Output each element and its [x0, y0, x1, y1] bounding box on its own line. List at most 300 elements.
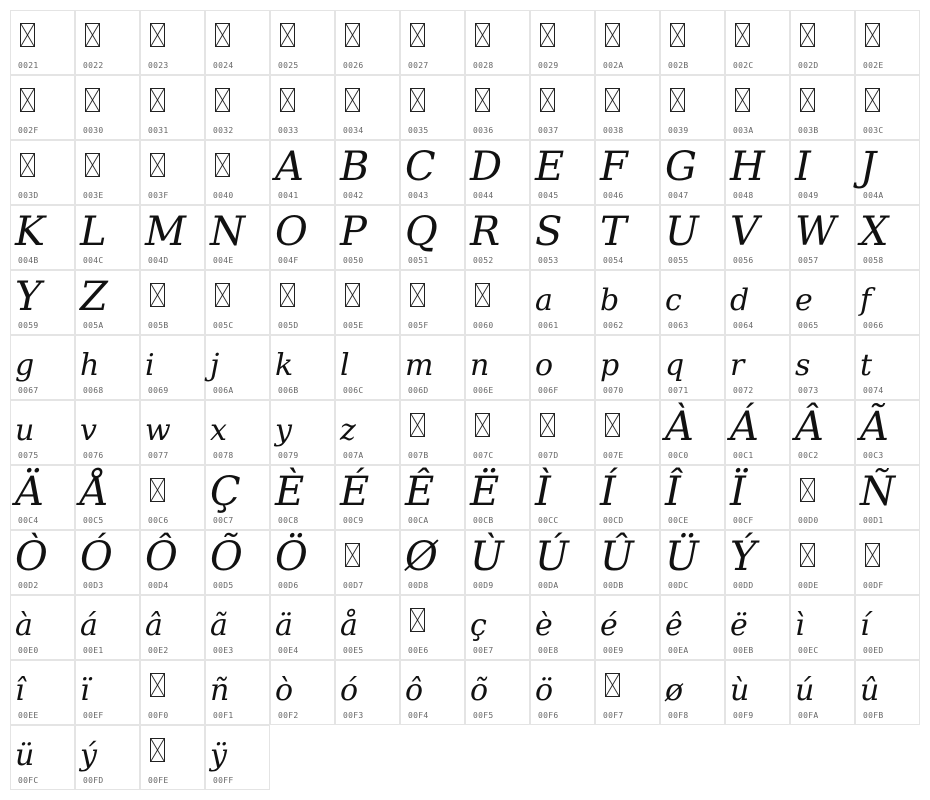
glyph-codepoint: 0066 — [863, 321, 884, 330]
glyph-character: A — [275, 144, 304, 190]
glyph-cell — [335, 465, 400, 530]
glyph-codepoint: 0076 — [83, 451, 104, 460]
glyph-codepoint: 00CB — [473, 516, 494, 525]
missing-glyph-icon — [865, 543, 880, 567]
glyph-codepoint: 005A — [83, 321, 104, 330]
glyph-grid — [10, 10, 920, 790]
glyph-cell — [335, 75, 400, 140]
glyph-codepoint: 002A — [603, 61, 624, 70]
glyph-character: ä — [275, 608, 293, 643]
glyph-character: ì — [795, 608, 805, 643]
glyph-character: ö — [535, 673, 554, 708]
missing-glyph-icon — [410, 23, 425, 47]
glyph-character: Ï — [730, 469, 746, 515]
glyph-cell — [140, 10, 205, 75]
glyph-character: b — [600, 283, 620, 318]
glyph-cell — [335, 335, 400, 400]
missing-glyph-icon — [345, 23, 360, 47]
glyph-codepoint: 00C8 — [278, 516, 299, 525]
glyph-cell — [660, 595, 725, 660]
glyph-character: x — [210, 413, 227, 448]
glyph-character: c — [665, 283, 682, 318]
glyph-codepoint: 00F4 — [408, 711, 429, 720]
glyph-codepoint: 0068 — [83, 386, 104, 395]
glyph-character: È — [275, 469, 305, 515]
glyph-character: L — [80, 209, 107, 255]
glyph-codepoint: 0060 — [473, 321, 494, 330]
glyph-cell — [530, 400, 595, 465]
glyph-codepoint: 00EA — [668, 646, 689, 655]
glyph-character: d — [730, 283, 750, 318]
glyph-cell — [205, 75, 270, 140]
glyph-cell — [270, 205, 335, 270]
glyph-cell — [205, 660, 270, 725]
glyph-cell — [140, 335, 205, 400]
glyph-codepoint: 0056 — [733, 256, 754, 265]
glyph-codepoint: 0023 — [148, 61, 169, 70]
glyph-codepoint: 00F6 — [538, 711, 559, 720]
glyph-character: Å — [80, 469, 109, 515]
glyph-codepoint: 0061 — [538, 321, 559, 330]
missing-glyph-icon — [800, 88, 815, 112]
glyph-cell — [75, 400, 140, 465]
glyph-character: N — [210, 209, 245, 255]
glyph-codepoint: 007D — [538, 451, 559, 460]
glyph-cell — [400, 270, 465, 335]
glyph-cell — [790, 270, 855, 335]
glyph-cell — [530, 10, 595, 75]
glyph-cell — [75, 270, 140, 335]
glyph-codepoint: 004D — [148, 256, 169, 265]
glyph-codepoint: 00FD — [83, 776, 104, 785]
glyph-cell — [10, 530, 75, 595]
missing-glyph-icon — [85, 23, 100, 47]
glyph-codepoint: 00F1 — [213, 711, 234, 720]
missing-glyph-icon — [605, 673, 620, 697]
missing-glyph-icon — [410, 88, 425, 112]
glyph-codepoint: 00D3 — [83, 581, 104, 590]
glyph-cell — [400, 205, 465, 270]
glyph-cell — [725, 530, 790, 595]
glyph-cell — [530, 270, 595, 335]
glyph-cell — [595, 270, 660, 335]
glyph-character: e — [795, 283, 813, 318]
glyph-codepoint: 00E2 — [148, 646, 169, 655]
glyph-codepoint: 00CA — [408, 516, 429, 525]
missing-glyph-icon — [215, 153, 230, 177]
glyph-codepoint: 0052 — [473, 256, 494, 265]
glyph-codepoint: 0064 — [733, 321, 754, 330]
missing-glyph-icon — [800, 23, 815, 47]
glyph-character: t — [860, 348, 873, 383]
glyph-character: Ã — [860, 404, 889, 450]
glyph-character: Q — [405, 209, 438, 255]
glyph-cell — [465, 270, 530, 335]
glyph-cell — [725, 465, 790, 530]
glyph-cell — [75, 660, 140, 725]
glyph-character: n — [470, 348, 490, 383]
glyph-cell — [855, 660, 920, 725]
glyph-codepoint: 0048 — [733, 191, 754, 200]
glyph-character: Ö — [275, 534, 308, 580]
missing-glyph-icon — [605, 413, 620, 437]
glyph-cell — [205, 270, 270, 335]
glyph-cell — [140, 465, 205, 530]
glyph-character: ù — [730, 673, 750, 708]
glyph-codepoint: 00CC — [538, 516, 559, 525]
glyph-codepoint: 00DD — [733, 581, 754, 590]
glyph-cell — [855, 140, 920, 205]
missing-glyph-icon — [150, 478, 165, 502]
missing-glyph-icon — [345, 543, 360, 567]
glyph-codepoint: 00C6 — [148, 516, 169, 525]
glyph-cell — [725, 10, 790, 75]
glyph-codepoint: 00C7 — [213, 516, 234, 525]
glyph-cell — [75, 205, 140, 270]
glyph-codepoint: 00CD — [603, 516, 624, 525]
glyph-codepoint: 00FB — [863, 711, 884, 720]
glyph-cell — [530, 140, 595, 205]
missing-glyph-icon — [215, 283, 230, 307]
glyph-codepoint: 00CE — [668, 516, 689, 525]
glyph-cell — [725, 595, 790, 660]
glyph-cell — [725, 75, 790, 140]
glyph-codepoint: 00DA — [538, 581, 559, 590]
glyph-cell — [10, 10, 75, 75]
glyph-character: q — [665, 348, 685, 383]
glyph-codepoint: 005E — [343, 321, 364, 330]
glyph-codepoint: 0063 — [668, 321, 689, 330]
glyph-cell — [465, 400, 530, 465]
glyph-codepoint: 0078 — [213, 451, 234, 460]
glyph-cell — [75, 465, 140, 530]
glyph-character: ç — [470, 608, 487, 643]
glyph-character: h — [80, 348, 100, 383]
missing-glyph-icon — [85, 88, 100, 112]
glyph-cell — [465, 660, 530, 725]
glyph-cell — [660, 205, 725, 270]
glyph-codepoint: 004C — [83, 256, 104, 265]
glyph-cell — [855, 10, 920, 75]
glyph-codepoint: 0039 — [668, 126, 689, 135]
glyph-codepoint: 002E — [863, 61, 884, 70]
glyph-character: Y — [15, 274, 42, 320]
glyph-cell — [140, 205, 205, 270]
glyph-character: m — [405, 348, 434, 383]
missing-glyph-icon — [150, 153, 165, 177]
glyph-character: k — [275, 348, 294, 383]
glyph-codepoint: 0043 — [408, 191, 429, 200]
glyph-codepoint: 00D5 — [213, 581, 234, 590]
glyph-cell — [400, 75, 465, 140]
glyph-cell — [140, 140, 205, 205]
glyph-cell — [400, 660, 465, 725]
glyph-codepoint: 00E8 — [538, 646, 559, 655]
glyph-codepoint: 00F2 — [278, 711, 299, 720]
glyph-codepoint: 0021 — [18, 61, 39, 70]
glyph-codepoint: 00EE — [18, 711, 39, 720]
glyph-cell — [855, 595, 920, 660]
glyph-codepoint: 0022 — [83, 61, 104, 70]
glyph-cell — [10, 725, 75, 790]
glyph-character: X — [860, 209, 889, 255]
glyph-codepoint: 002C — [733, 61, 754, 70]
glyph-codepoint: 00C9 — [343, 516, 364, 525]
glyph-cell — [595, 75, 660, 140]
glyph-cell — [595, 140, 660, 205]
glyph-codepoint: 0062 — [603, 321, 624, 330]
glyph-character: í — [860, 608, 870, 643]
glyph-codepoint: 00C3 — [863, 451, 884, 460]
glyph-codepoint: 00E1 — [83, 646, 104, 655]
glyph-codepoint: 003C — [863, 126, 884, 135]
glyph-character: R — [470, 209, 501, 255]
glyph-cell — [660, 660, 725, 725]
glyph-codepoint: 00F5 — [473, 711, 494, 720]
glyph-cell — [140, 595, 205, 660]
glyph-codepoint: 00EC — [798, 646, 819, 655]
glyph-codepoint: 003D — [18, 191, 39, 200]
glyph-cell — [855, 465, 920, 530]
glyph-codepoint: 0049 — [798, 191, 819, 200]
glyph-codepoint: 006E — [473, 386, 494, 395]
missing-glyph-icon — [865, 23, 880, 47]
glyph-cell — [205, 725, 270, 790]
glyph-codepoint: 0079 — [278, 451, 299, 460]
glyph-codepoint: 002B — [668, 61, 689, 70]
glyph-codepoint: 0059 — [18, 321, 39, 330]
glyph-codepoint: 0072 — [733, 386, 754, 395]
missing-glyph-icon — [410, 608, 425, 632]
glyph-cell — [660, 270, 725, 335]
glyph-character: ú — [795, 673, 815, 708]
glyph-cell — [660, 10, 725, 75]
glyph-cell — [595, 400, 660, 465]
glyph-cell — [660, 140, 725, 205]
glyph-codepoint: 00F8 — [668, 711, 689, 720]
glyph-character: w — [145, 413, 171, 448]
glyph-character: Ñ — [860, 469, 895, 515]
glyph-character: Ó — [80, 534, 113, 580]
glyph-cell — [10, 595, 75, 660]
missing-glyph-icon — [85, 153, 100, 177]
glyph-character: U — [665, 209, 699, 255]
glyph-cell — [75, 595, 140, 660]
missing-glyph-icon — [800, 543, 815, 567]
glyph-codepoint: 007C — [473, 451, 494, 460]
glyph-character: ã — [210, 608, 228, 643]
glyph-cell — [595, 595, 660, 660]
glyph-character: É — [340, 469, 370, 515]
glyph-cell — [725, 335, 790, 400]
glyph-cell — [465, 530, 530, 595]
glyph-cell — [790, 595, 855, 660]
glyph-cell — [465, 335, 530, 400]
glyph-codepoint: 00DE — [798, 581, 819, 590]
missing-glyph-icon — [20, 88, 35, 112]
glyph-character: ò — [275, 673, 294, 708]
glyph-codepoint: 00F9 — [733, 711, 754, 720]
glyph-character: Â — [795, 404, 824, 450]
glyph-codepoint: 00FF — [213, 776, 234, 785]
glyph-cell — [10, 270, 75, 335]
glyph-codepoint: 00DC — [668, 581, 689, 590]
glyph-cell — [595, 10, 660, 75]
missing-glyph-icon — [215, 23, 230, 47]
glyph-cell — [140, 725, 205, 790]
glyph-cell — [205, 530, 270, 595]
glyph-character: À — [665, 404, 694, 450]
glyph-cell — [660, 465, 725, 530]
glyph-codepoint: 0031 — [148, 126, 169, 135]
glyph-codepoint: 002F — [18, 126, 39, 135]
glyph-cell — [270, 10, 335, 75]
glyph-character: r — [730, 348, 745, 383]
glyph-character: è — [535, 608, 553, 643]
glyph-codepoint: 0027 — [408, 61, 429, 70]
glyph-character: ô — [405, 673, 424, 708]
glyph-cell — [660, 75, 725, 140]
glyph-character: s — [795, 348, 811, 383]
glyph-codepoint: 0025 — [278, 61, 299, 70]
glyph-codepoint: 00C2 — [798, 451, 819, 460]
glyph-cell — [270, 140, 335, 205]
missing-glyph-icon — [20, 153, 35, 177]
missing-glyph-icon — [150, 673, 165, 697]
glyph-codepoint: 0058 — [863, 256, 884, 265]
glyph-cell — [140, 270, 205, 335]
glyph-codepoint: 005B — [148, 321, 169, 330]
missing-glyph-icon — [540, 88, 555, 112]
glyph-codepoint: 005D — [278, 321, 299, 330]
glyph-codepoint: 0034 — [343, 126, 364, 135]
glyph-codepoint: 0055 — [668, 256, 689, 265]
glyph-character: G — [665, 144, 697, 190]
glyph-codepoint: 0054 — [603, 256, 624, 265]
glyph-cell — [10, 660, 75, 725]
glyph-codepoint: 0026 — [343, 61, 364, 70]
glyph-codepoint: 0053 — [538, 256, 559, 265]
glyph-codepoint: 0040 — [213, 191, 234, 200]
glyph-cell — [10, 400, 75, 465]
glyph-codepoint: 0032 — [213, 126, 234, 135]
glyph-cell — [400, 465, 465, 530]
glyph-character: O — [275, 209, 308, 255]
glyph-codepoint: 0042 — [343, 191, 364, 200]
glyph-character: Ü — [665, 534, 699, 580]
glyph-character: Õ — [210, 534, 243, 580]
glyph-cell — [335, 140, 400, 205]
glyph-codepoint: 0046 — [603, 191, 624, 200]
glyph-cell — [530, 335, 595, 400]
glyph-codepoint: 00F7 — [603, 711, 624, 720]
glyph-cell — [725, 270, 790, 335]
glyph-cell — [595, 660, 660, 725]
glyph-codepoint: 0069 — [148, 386, 169, 395]
glyph-character: Ê — [405, 469, 435, 515]
glyph-character: S — [535, 209, 563, 255]
glyph-codepoint: 00DF — [863, 581, 884, 590]
glyph-cell — [205, 10, 270, 75]
glyph-character: â — [145, 608, 163, 643]
glyph-cell — [595, 465, 660, 530]
glyph-cell — [790, 335, 855, 400]
glyph-cell — [660, 335, 725, 400]
glyph-codepoint: 0075 — [18, 451, 39, 460]
glyph-codepoint: 00E0 — [18, 646, 39, 655]
missing-glyph-icon — [410, 413, 425, 437]
glyph-character: Z — [80, 274, 108, 320]
glyph-codepoint: 00F0 — [148, 711, 169, 720]
glyph-cell — [790, 140, 855, 205]
glyph-character: T — [600, 209, 627, 255]
missing-glyph-icon — [150, 23, 165, 47]
glyph-character: a — [535, 283, 553, 318]
glyph-character: à — [15, 608, 33, 643]
glyph-character: B — [340, 144, 370, 190]
glyph-cell — [595, 530, 660, 595]
glyph-character: E — [535, 144, 565, 190]
glyph-cell — [140, 400, 205, 465]
missing-glyph-icon — [800, 478, 815, 502]
glyph-character: ý — [80, 738, 97, 773]
glyph-cell — [140, 530, 205, 595]
glyph-codepoint: 00CF — [733, 516, 754, 525]
glyph-codepoint: 00E9 — [603, 646, 624, 655]
glyph-cell — [595, 335, 660, 400]
glyph-cell — [790, 400, 855, 465]
glyph-character: ÿ — [210, 738, 227, 773]
glyph-codepoint: 0071 — [668, 386, 689, 395]
glyph-cell — [75, 725, 140, 790]
missing-glyph-icon — [345, 88, 360, 112]
glyph-codepoint: 00C4 — [18, 516, 39, 525]
glyph-cell — [270, 530, 335, 595]
glyph-codepoint: 004F — [278, 256, 299, 265]
glyph-cell — [855, 335, 920, 400]
glyph-codepoint: 0044 — [473, 191, 494, 200]
glyph-cell — [400, 335, 465, 400]
glyph-cell — [10, 205, 75, 270]
glyph-character: Ý — [730, 534, 757, 580]
glyph-character: K — [15, 209, 45, 255]
glyph-codepoint: 0024 — [213, 61, 234, 70]
glyph-codepoint: 006C — [343, 386, 364, 395]
glyph-character: Ä — [15, 469, 44, 515]
glyph-codepoint: 0065 — [798, 321, 819, 330]
glyph-codepoint: 00C1 — [733, 451, 754, 460]
glyph-codepoint: 00E5 — [343, 646, 364, 655]
glyph-codepoint: 0067 — [18, 386, 39, 395]
glyph-codepoint: 00D8 — [408, 581, 429, 590]
glyph-character: V — [730, 209, 759, 255]
glyph-character: Á — [730, 404, 759, 450]
glyph-character: v — [80, 413, 97, 448]
glyph-codepoint: 0041 — [278, 191, 299, 200]
glyph-codepoint: 00E4 — [278, 646, 299, 655]
glyph-character: ø — [665, 673, 684, 708]
missing-glyph-icon — [670, 23, 685, 47]
glyph-character: Ò — [15, 534, 48, 580]
glyph-character: ê — [665, 608, 683, 643]
glyph-cell — [270, 270, 335, 335]
glyph-character: W — [795, 209, 837, 255]
glyph-cell — [75, 140, 140, 205]
glyph-cell — [335, 595, 400, 660]
glyph-character: y — [275, 413, 292, 448]
glyph-cell — [595, 205, 660, 270]
glyph-codepoint: 006B — [278, 386, 299, 395]
